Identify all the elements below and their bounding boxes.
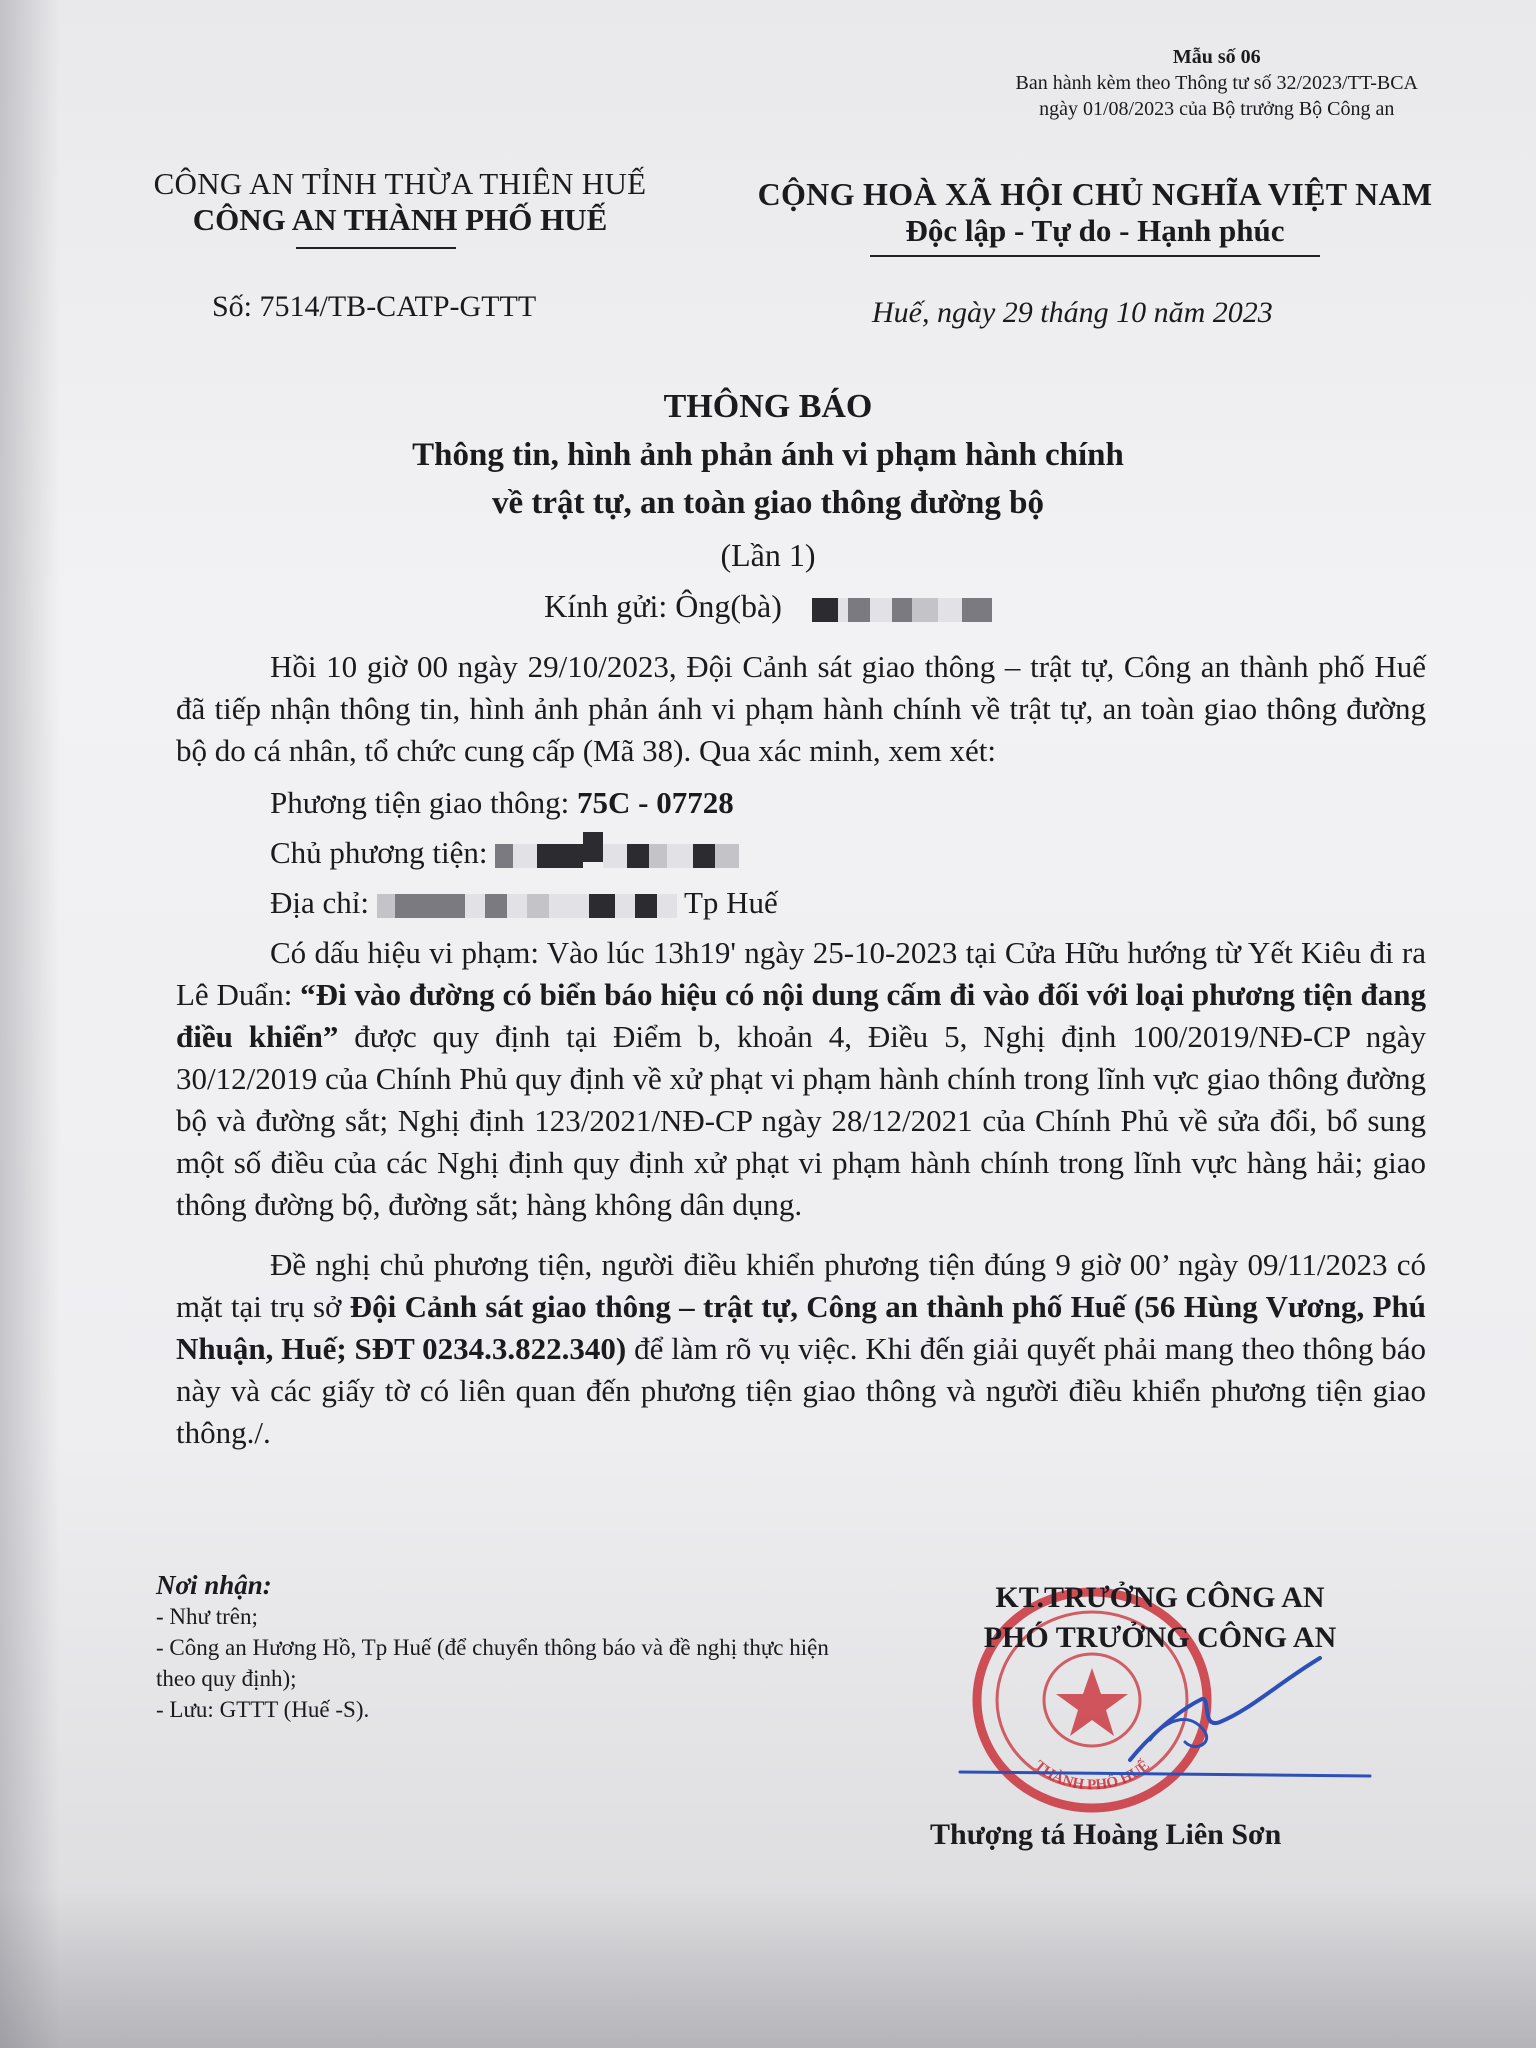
receiver-item: - Lưu: GTTT (Huế -S). [156, 1697, 370, 1722]
redacted-recipient-name [812, 588, 992, 624]
form-number: Mẫu số 06 [1172, 46, 1261, 68]
request-paragraph [176, 1244, 1426, 1454]
nation-motto: Độc lập - Tự do - Hạnh phúc [905, 213, 1285, 248]
page-shadow-bottom [0, 1888, 1536, 2048]
handwritten-signature [950, 1640, 1390, 1790]
recipient-label: Kính gửi: Ông(bà) [544, 588, 782, 624]
document-subtitle-1: Thông tin, hình ảnh phản ánh vi phạm hành chính [412, 437, 1124, 473]
vehicle-label: Phương tiện giao thông: [270, 785, 578, 820]
signer-title-1: KT.TRƯỞNG CÔNG AN [995, 1581, 1325, 1614]
intro-paragraph: Hồi 10 giờ 00 ngày 29/10/2023, Đội Cảnh sát giao thông – trật tự, Công an thành phố Huế đã tiếp nhận thông tin, hình ảnh phản ánh vi phạm hành chính về trật tự, an toàn giao thông đường bộ do cá nhân, tổ chức cung cấp (Mã 38). Qua xác minh, xem xét: [176, 649, 1426, 768]
signer-name: Thượng tá Hoàng Liên Sơn [930, 1818, 1282, 1851]
agency-name: CÔNG AN THÀNH PHỐ HUẾ [192, 202, 608, 237]
notice-round: (Lần 1) [720, 537, 816, 573]
owner-line [176, 832, 1426, 874]
motto-underline [870, 255, 1320, 257]
form-line-1: Ban hành kèm theo Thông tư số 32/2023/TT-BCA [1015, 72, 1418, 94]
document-number: Số: 7514/TB-CATP-GTTT [212, 290, 537, 323]
address-city: Tp Huế [683, 885, 778, 920]
recipient-line [0, 588, 1536, 625]
receiver-item: - Công an Hương Hồ, Tp Huế (để chuyển thông báo và đề nghị thực hiện theo quy định); [156, 1635, 829, 1691]
request-details: để làm rõ vụ việc. Khi đến giải quyết phải mang theo thông báo này và các giấy tờ có liên quan đến phương tiện giao thông và người điều khiển phương tiện giao thông./. [176, 1331, 1426, 1450]
redacted-address [377, 885, 684, 920]
title-block [0, 383, 1536, 583]
redacted-owner-name [495, 835, 739, 870]
request-intro: Đề nghị chủ phương tiện, người điều khiển phương tiện đúng 9 giờ 00’ ngày 09/11/2023 có mặt tại trụ sở [176, 1247, 1426, 1324]
document-subtitle-2: về trật tự, an toàn giao thông đường bộ [491, 485, 1044, 521]
owner-label: Chủ phương tiện: [270, 835, 488, 870]
vehicle-line [176, 782, 1426, 824]
vehicle-plate: 75C - 07728 [577, 785, 734, 820]
form-line-2: ngày 01/08/2023 của Bộ trưởng Bộ Công an [1039, 98, 1395, 120]
violation-legal-basis: được quy định tại Điểm b, khoản 4, Điều 5, Nghị định 100/2019/NĐ-CP ngày 30/12/2019 của Chính Phủ quy định về xử phạt vi phạm hành chính trong lĩnh vực giao thông đường bộ và đường sắt; Nghị định 123/2021/NĐ-CP ngày 28/12/2021 của Chính Phủ về sửa đổi, bổ sung một số điều của các Nghị định quy định xử phạt vi phạm hành chính trong lĩnh vực hàng hải; giao thông đường bộ, đường sắt; hàng không dân dụng. [176, 1019, 1426, 1222]
document-title: THÔNG BÁO [663, 388, 873, 425]
agency-underline [296, 247, 456, 249]
address-label: Địa chỉ: [270, 885, 369, 920]
violation-intro: Có dấu hiệu vi phạm: Vào lúc 13h19' ngày 25-10-2023 tại Cửa Hữu hướng từ Yết Kiêu đi ra Lê Duẩn: [176, 935, 1426, 1012]
receivers-heading: Nơi nhận: [156, 1570, 272, 1600]
agency-parent: CÔNG AN TỈNH THỪA THIÊN HUẾ [153, 166, 647, 201]
request-office: Đội Cảnh sát giao thông – trật tự, Công an thành phố Huế (56 Hùng Vương, Phú Nhuận, Huế; SĐT 0234.3.822.340) [176, 1289, 1427, 1366]
stamp-text: THÀNH PHỐ HUẾ [1031, 1757, 1153, 1794]
receiver-item: - Như trên; [156, 1604, 258, 1629]
notice-body [176, 646, 1426, 1454]
issuing-agency [120, 166, 680, 238]
document-date: Huế, ngày 29 tháng 10 năm 2023 [872, 296, 1273, 329]
violation-description: “Đi vào đường có biển báo hiệu có nội dung cấm đi vào đối với loại phương tiện đang điều khiển” [176, 977, 1426, 1054]
page-shadow-left [0, 0, 60, 2048]
address-line [176, 882, 1426, 924]
violation-paragraph [176, 932, 1426, 1226]
signer-title-2: PHÓ TRƯỞNG CÔNG AN [983, 1621, 1337, 1654]
receivers-block [156, 1570, 836, 1725]
national-heading [730, 176, 1460, 249]
form-reference [1016, 44, 1419, 122]
nation-name: CỘNG HOÀ XÃ HỘI CHỦ NGHĨA VIỆT NAM [757, 176, 1433, 212]
